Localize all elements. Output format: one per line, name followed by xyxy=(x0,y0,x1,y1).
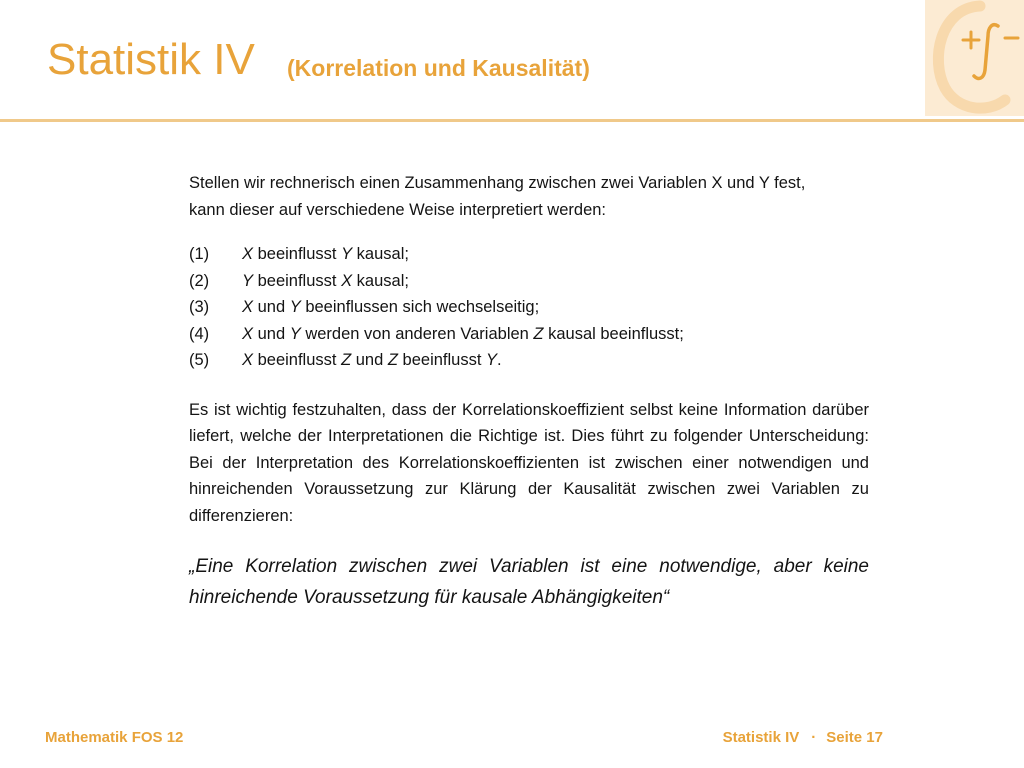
variable-name: X xyxy=(242,298,254,316)
list-item-number: (2) xyxy=(189,271,210,290)
variable-name: Y xyxy=(289,298,301,316)
list-item-fragment: werden von anderen Variablen xyxy=(300,324,534,343)
plus-integral-minus-logo-icon xyxy=(925,0,1024,116)
variable-name: Y xyxy=(289,324,301,343)
variable-name: Y xyxy=(242,271,254,290)
footer-section-title: Statistik IV xyxy=(722,729,800,746)
slide-content xyxy=(189,170,869,613)
variable-name: Z xyxy=(387,351,398,369)
explanation-paragraph: Es ist wichtig festzuhalten, dass der Korrelationskoeffizient selbst keine Information darüber liefert, welche der Interpretationen die Richtige ist. Dies führt zu folgender Unterscheidung: Bei der Interpretation des Korrelationskoeffizienten ist zwischen einer notwendigen und hinreichenden Voraussetzung zur Klärung der Kausalität zwischen zwei Variablen zu differenzieren: xyxy=(189,400,869,525)
list-item-number: (4) xyxy=(189,324,210,343)
list-item-number: (3) xyxy=(189,298,210,316)
list-item-number: (5) xyxy=(189,351,210,369)
list-item-text xyxy=(242,241,869,268)
list-item-fragment: beeinflusst xyxy=(397,351,487,369)
list-item-fragment: kausal beeinflusst; xyxy=(543,324,684,343)
variable-name: X xyxy=(242,324,254,343)
list-item xyxy=(189,241,869,268)
variable-name: Z xyxy=(533,324,544,343)
list-item xyxy=(189,294,869,321)
variable-name: Y xyxy=(486,351,498,369)
intro-line: Stellen wir rechnerisch einen Zusammenhang zwischen zwei Variablen X und Y fest, xyxy=(189,174,806,192)
list-item-fragment: kausal; xyxy=(352,271,409,290)
footer-course: Mathematik FOS 12 xyxy=(45,729,184,746)
list-item-text xyxy=(242,321,869,348)
list-item-text xyxy=(242,268,869,295)
list-item-text xyxy=(242,294,869,321)
list-item xyxy=(189,347,869,374)
variable-name: Y xyxy=(341,245,353,263)
slide-title: Statistik IV xyxy=(47,35,255,84)
variable-name: Z xyxy=(341,351,352,369)
list-item-fragment: beeinflussen sich wechselseitig; xyxy=(300,298,540,316)
slide-header xyxy=(0,0,1024,120)
footer-page-number: Seite 17 xyxy=(826,729,883,746)
list-item-fragment: und xyxy=(253,324,290,343)
list-item-fragment: und xyxy=(351,351,388,369)
list-item-fragment: . xyxy=(497,351,502,369)
intro-line: kann dieser auf verschiedene Weise interpretiert werden: xyxy=(189,200,607,219)
list-item xyxy=(189,321,869,348)
list-item-fragment: beeinflusst xyxy=(253,271,342,290)
list-item-fragment: kausal; xyxy=(352,245,409,263)
footer-page-info xyxy=(723,729,883,746)
variable-name: X xyxy=(242,245,254,263)
header-divider xyxy=(0,119,1024,122)
list-item-fragment: und xyxy=(253,298,290,316)
list-item-text xyxy=(242,347,869,374)
list-item-fragment: beeinflusst xyxy=(253,351,342,369)
list-item xyxy=(189,268,869,295)
variable-name: X xyxy=(242,351,254,369)
slide-subtitle: (Korrelation und Kausalität) xyxy=(287,55,590,81)
list-item-fragment: beeinflusst xyxy=(253,245,342,263)
interpretation-list xyxy=(189,241,869,374)
intro-text xyxy=(189,170,869,223)
list-item-number: (1) xyxy=(189,245,210,263)
footer-separator: · xyxy=(811,729,817,746)
key-quote: „Eine Korrelation zwischen zwei Variablen ist eine notwendige, aber keine hinreichende Voraussetzung für kausale Abhängigkeiten“ xyxy=(189,556,869,608)
variable-name: X xyxy=(341,271,353,290)
